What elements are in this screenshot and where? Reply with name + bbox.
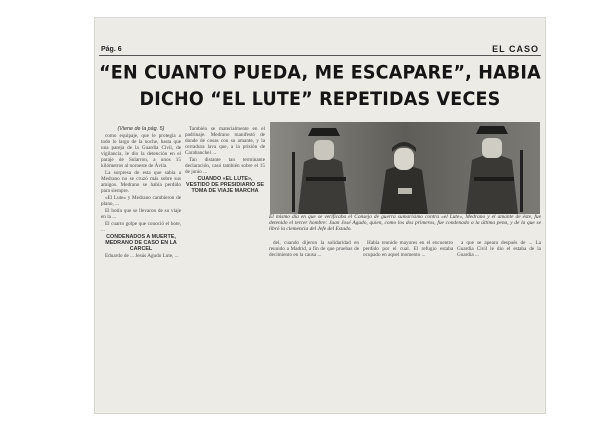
article-column-1 xyxy=(101,126,181,411)
headline-line-2: DICHO “EL LUTE” REPETIDAS VECES xyxy=(139,89,501,111)
headline xyxy=(97,61,543,114)
column-2-paragraph: Tan distante tan terminante declaración, casó también sobre el 15 de junio ... xyxy=(185,157,265,175)
column-2-subheading: CUANDO «EL LUTE», VESTIDO DE PRESIDIARIO SE TOMA DE VIAJE MARCHA xyxy=(186,176,264,194)
news-photo xyxy=(270,122,540,214)
column-1-paragraph: El botín que se llevaron de su viaje en la ... xyxy=(101,208,181,220)
column-1-paragraph: La sorpresa de esta que sabía a Medrano no se cruzó más sobre sus amigos. Medrano se había perdido para siempre. xyxy=(101,170,181,194)
column-1-paragraph: como equipaje, que le protegía a todo lo largo de la noche, hasta que una pareja de la Guardia Civil, de vigilancia, le dio la detención en el paraje de Sularron, a unos 15 kilómetros al noroeste de Ávila. xyxy=(101,133,181,169)
column-1-paragraph: Eduardo de ... Jesús Agudo Lute, ... xyxy=(105,253,179,259)
article-column-4 xyxy=(363,240,453,413)
continued-note: (Viene de la pág. 5) xyxy=(117,126,165,132)
page-number: Pág. 6 xyxy=(101,46,122,53)
column-5-paragraph: a que se apeara después de ... La Guardia Civil le dio el estaba de la Guardia ... xyxy=(457,240,541,258)
section-title: EL CASO xyxy=(492,44,539,54)
photo-caption: El mismo día en que se verificaba el Consejo de guerra sumarísimo contra «el Lute», Medrano y el amante de éste, fue detenido el tercer hombre: Juan José Agudo, quien, como los dos primeros, fue condenado a la última pena, y de la que se libró la clemencia del Jefe del Estado. xyxy=(269,214,541,232)
photo-image xyxy=(270,122,540,214)
article-column-3 xyxy=(269,240,359,413)
column-2-paragraph: También se materialmente en el padrinaje. Medrano manifestó de donde de cosas con su amante, y la cerradura lava que, a la prisión de Carabanchel ... xyxy=(185,126,265,156)
column-1-paragraph: El cuarto golpe que conoció el bote, ... xyxy=(101,221,181,233)
article-column-2 xyxy=(185,126,265,411)
column-1-subheading: CONDENADOS A MUERTE, MEDRANO DE CASO EN LA CARCEL xyxy=(105,234,177,252)
column-1-paragraph: «El Lute» y Medrano cambieron de plano, ... xyxy=(101,195,181,207)
column-4-paragraph: Había reunido mayores en el encuentro perdido por el cual. El refugio estaba ocupado en aquel momento ... xyxy=(363,240,453,258)
newspaper-page xyxy=(95,18,545,413)
column-3-paragraph: del, cuando dijeron la solidaridad en reunido a Madrid, a fin de que pruebas de decimiento en la causa ... xyxy=(269,240,359,258)
headline-line-1: “EN CUANTO PUEDA, ME ESCAPARE”, HABIA xyxy=(99,62,541,84)
article-column-5 xyxy=(457,240,541,413)
header-rule xyxy=(99,55,541,56)
